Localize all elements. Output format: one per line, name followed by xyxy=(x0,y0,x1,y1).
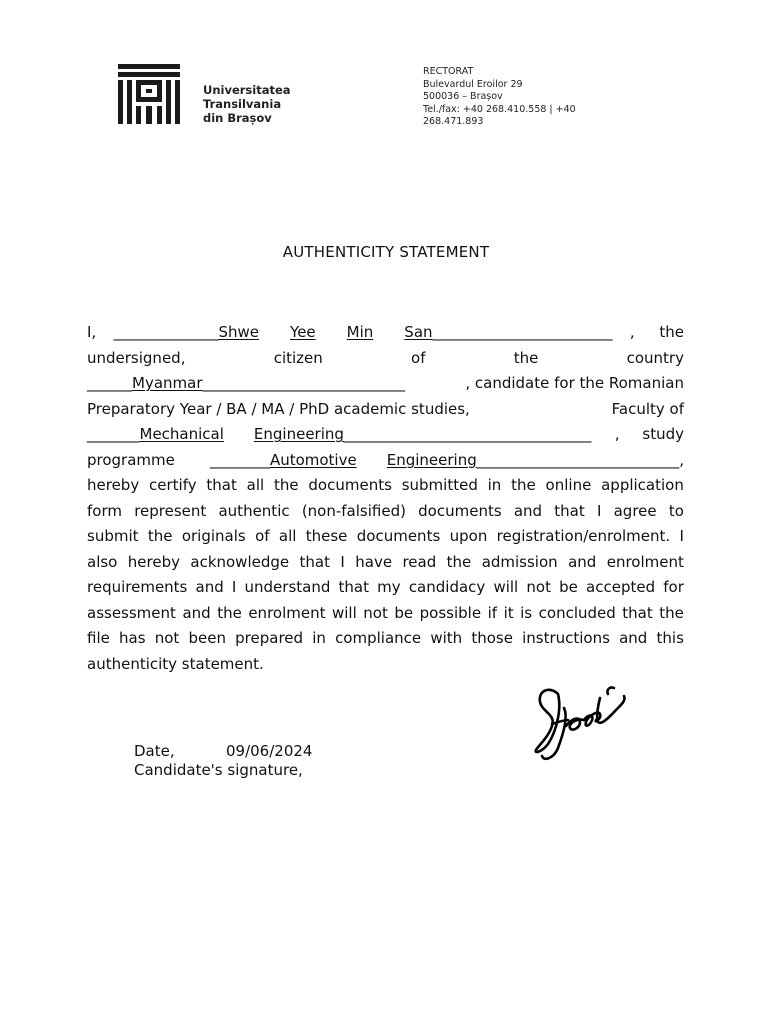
statement-word: citizen xyxy=(273,348,323,367)
paragraph-word: requirements xyxy=(87,578,188,596)
faculty-name-word: Mechanical xyxy=(139,425,224,443)
paragraph-word: application xyxy=(601,476,684,494)
paragraph-word: for xyxy=(663,578,684,596)
fill-underscores: _______ xyxy=(87,425,140,443)
paragraph-word: these xyxy=(305,527,348,545)
signature-label: Candidate's signature, xyxy=(134,761,303,779)
paragraph-word: also xyxy=(87,552,118,571)
paragraph-word: hereby xyxy=(87,476,140,494)
paragraph-word: that xyxy=(554,501,585,520)
paragraph-word: not xyxy=(526,578,551,596)
paragraph-word: authentic xyxy=(218,501,290,520)
paragraph-word: documents xyxy=(356,527,441,545)
paragraph-word: all xyxy=(246,476,265,494)
paragraph-line xyxy=(87,550,684,576)
programme-name-word: Automotive xyxy=(269,450,357,469)
statement-word: I, xyxy=(87,323,97,341)
paragraph-word: the xyxy=(217,603,242,622)
paragraph-word: form xyxy=(87,501,122,520)
faculty-name-word: Engineering xyxy=(253,425,344,443)
paragraph-word: the xyxy=(273,476,299,494)
paragraph-word: enrolment xyxy=(248,603,326,622)
paragraph-word: possible xyxy=(419,603,482,622)
paragraph-word: that xyxy=(206,476,237,494)
paragraph-word: that xyxy=(299,552,330,571)
statement-text: Preparatory Year / BA / MA / PhD academic studies, xyxy=(87,399,470,418)
paragraph-word: this xyxy=(656,629,684,647)
date-value: 09/06/2024 xyxy=(226,742,313,760)
paragraph-word: and xyxy=(195,578,224,596)
paragraph-word: to xyxy=(668,501,684,520)
candidate-name xyxy=(219,320,433,346)
paragraph-word: and xyxy=(619,629,648,647)
university-logo-icon xyxy=(118,64,180,124)
paragraph-word: originals xyxy=(181,527,246,545)
paragraph-word: I xyxy=(231,578,237,596)
candidate-name-word: Shwe xyxy=(218,323,260,341)
statement-line xyxy=(87,371,684,397)
paragraph-word: documents xyxy=(308,476,392,494)
paragraph-word: in xyxy=(487,476,502,494)
statement-word: undersigned, xyxy=(87,348,186,367)
postal-address: 500036 – Brașov xyxy=(423,91,503,102)
paragraph-word: will xyxy=(332,603,357,622)
paragraph-word: the xyxy=(511,476,536,494)
candidate-name-word: Yee xyxy=(290,323,316,341)
paragraph-word: accepted xyxy=(586,578,656,596)
paragraph-word: submit xyxy=(87,527,139,545)
statement-line xyxy=(87,422,684,448)
date-label: Date, xyxy=(134,742,175,760)
paragraph-word: that xyxy=(338,578,369,596)
paragraph-word: not xyxy=(363,603,388,622)
country-name: Myanmar xyxy=(132,374,203,392)
statement-line xyxy=(87,397,684,423)
statement-line xyxy=(87,448,684,474)
phone-line: 268.471.893 xyxy=(423,116,484,127)
paragraph-word: my xyxy=(377,578,401,596)
paragraph-word: online xyxy=(545,476,592,494)
paragraph-word: not xyxy=(154,629,180,647)
university-name-line: Transilvania xyxy=(203,97,282,111)
paragraph-word: will xyxy=(493,578,519,596)
paragraph-word: is xyxy=(520,603,533,622)
paragraph-word: instructions xyxy=(522,629,610,647)
paragraph-word: represent xyxy=(134,501,207,520)
paragraph-word: submitted xyxy=(401,476,478,494)
paragraph-line xyxy=(87,575,684,601)
paragraph-word: the xyxy=(147,527,173,545)
paragraph-word: that xyxy=(622,603,653,622)
statement-line xyxy=(87,320,684,346)
paragraph-word: certify xyxy=(149,476,197,494)
candidate-name-word: San xyxy=(404,323,433,341)
phone-line: Tel./fax: +40 268.410.558 | +40 xyxy=(423,103,576,115)
paragraph-line xyxy=(87,473,684,499)
programme-name-word: Engineering xyxy=(386,450,477,469)
statement-word: programme xyxy=(87,450,175,469)
statement-text: , candidate for the Romanian xyxy=(465,374,684,392)
paragraph-word: enrolment xyxy=(606,552,684,571)
university-name-line: din Brașov xyxy=(203,111,272,125)
clipped-email-link xyxy=(423,129,598,131)
paragraph-word: have xyxy=(355,552,393,571)
paragraph-line xyxy=(87,626,684,652)
date-signature-block xyxy=(134,742,312,780)
paragraph-word: prepared xyxy=(235,629,304,647)
faculty-name xyxy=(140,422,344,448)
paragraph-word: I xyxy=(679,527,684,545)
paragraph-word: and xyxy=(513,501,543,520)
paragraph-line xyxy=(87,601,684,627)
fill-underscores: ________ xyxy=(209,450,270,469)
paragraph-word: candidacy xyxy=(408,578,486,596)
paragraph-word: been xyxy=(188,629,226,647)
name-field xyxy=(114,320,613,346)
fill-underscores: ___________________________ xyxy=(476,450,680,469)
paragraph-word: it xyxy=(503,603,514,622)
paragraph-word: upon xyxy=(449,527,488,545)
paragraph-word: the xyxy=(446,552,472,571)
paragraph-word: assessment xyxy=(87,603,176,622)
paragraph-word: be xyxy=(559,578,578,596)
paragraph-word: registration/enrolment. xyxy=(496,527,671,545)
fill-underscores: ______ xyxy=(87,374,132,392)
paragraph-word: acknowledge xyxy=(190,552,290,571)
programme-name xyxy=(270,448,477,474)
statement-text: , study xyxy=(614,425,684,443)
paragraph-word: (non-falsified) xyxy=(301,501,406,520)
paragraph-word: with xyxy=(430,629,463,647)
statement-word: the xyxy=(513,348,539,367)
statement-paragraph xyxy=(87,473,684,677)
paragraph-word: file xyxy=(87,629,110,647)
fill-underscores: ___________________________ xyxy=(202,374,405,392)
paragraph-word: has xyxy=(119,629,146,647)
paragraph-word: hereby xyxy=(127,552,180,571)
statement-word: of xyxy=(411,348,426,367)
statement-text: , xyxy=(679,450,684,469)
date-row xyxy=(134,742,312,761)
university-name-line: Universitatea xyxy=(203,83,291,97)
statement-word: country xyxy=(626,348,684,367)
paragraph-word: those xyxy=(471,629,513,647)
page-title: AUTHENTICITY STATEMENT xyxy=(282,243,490,261)
paragraph-word: understand xyxy=(244,578,331,596)
paragraph-last-line: authenticity statement. xyxy=(87,654,264,673)
office-label: RECTORAT xyxy=(423,66,474,77)
statement-word: , the xyxy=(629,323,684,341)
statement-body xyxy=(87,320,684,677)
paragraph-word: and xyxy=(568,552,597,571)
faculty-field xyxy=(87,422,591,448)
paragraph-word: in xyxy=(312,629,326,647)
paragraph-word: all xyxy=(278,527,297,545)
paragraph-word: I xyxy=(340,552,345,571)
fill-underscores: ________________________ xyxy=(432,323,613,341)
fill-underscores: ______________ xyxy=(113,323,219,341)
paragraph-line xyxy=(87,499,684,525)
paragraph-word: concluded xyxy=(538,603,616,622)
paragraph-word: and xyxy=(182,603,211,622)
statement-text: Faculty of xyxy=(611,399,684,418)
candidate-name-word: Min xyxy=(346,323,374,341)
statement-line xyxy=(87,346,684,372)
paragraph-word: read xyxy=(402,552,437,571)
paragraph-line xyxy=(87,524,684,550)
fill-underscores: _________________________________ xyxy=(343,425,592,443)
contact-block xyxy=(423,66,598,130)
paragraph-word: of xyxy=(255,527,270,545)
paragraph-word: be xyxy=(394,603,414,622)
programme-field xyxy=(210,448,684,474)
handwritten-signature-icon xyxy=(528,680,632,764)
paragraph-word: I xyxy=(596,501,602,520)
university-name xyxy=(203,83,291,125)
paragraph-word: documents xyxy=(418,501,502,520)
country-field xyxy=(87,371,405,397)
paragraph-word: admission xyxy=(481,552,558,571)
paragraph-word: agree xyxy=(613,501,657,520)
paragraph-word: compliance xyxy=(335,629,422,647)
street-address: Bulevardul Eroilor 29 xyxy=(423,78,523,90)
paragraph-word: if xyxy=(487,603,498,622)
paragraph-word: the xyxy=(659,603,684,622)
